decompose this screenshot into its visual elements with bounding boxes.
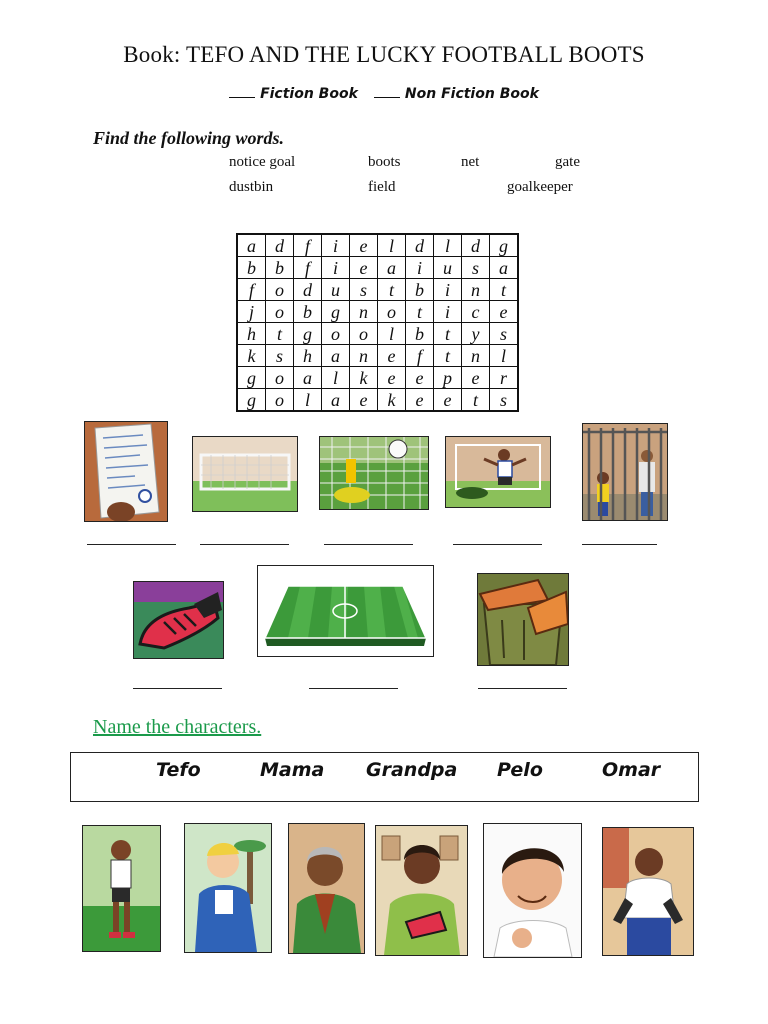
grid-cell[interactable]: s <box>462 257 490 279</box>
grid-cell[interactable]: d <box>462 234 490 257</box>
smiling-boy-icon <box>484 824 581 957</box>
portrait-5[interactable] <box>483 823 582 958</box>
portrait-6[interactable] <box>602 827 694 956</box>
grid-cell[interactable]: y <box>462 323 490 345</box>
character-name-omar: Omar <box>602 759 661 781</box>
word-field: field <box>368 179 396 195</box>
grid-cell[interactable]: f <box>237 279 266 301</box>
grid-cell[interactable]: r <box>490 367 519 389</box>
answer-blank-7[interactable] <box>309 688 398 689</box>
grid-row <box>237 257 518 279</box>
portrait-3[interactable] <box>288 823 365 954</box>
grid-cell[interactable]: o <box>266 367 294 389</box>
picture-notice <box>84 421 168 522</box>
net-icon <box>320 437 428 509</box>
grid-cell[interactable]: g <box>294 323 322 345</box>
grid-row <box>237 389 518 412</box>
word-notice-goal: notice goal <box>229 154 296 170</box>
grandpa-icon <box>289 824 364 953</box>
character-name-grandpa: Grandpa <box>366 759 458 781</box>
grid-cell[interactable]: h <box>294 345 322 367</box>
dustbin-icon <box>478 574 568 665</box>
grid-cell[interactable]: e <box>462 367 490 389</box>
word-boots: boots <box>368 154 401 170</box>
grid-cell[interactable]: o <box>266 279 294 301</box>
grid-cell[interactable]: k <box>378 389 406 412</box>
grid-cell[interactable]: s <box>266 345 294 367</box>
word-search-heading: Find the following words. <box>93 128 285 148</box>
grid-cell[interactable]: n <box>350 345 378 367</box>
non-fiction-option: Non Fiction Book <box>404 86 539 102</box>
answer-blank-3[interactable] <box>324 544 413 545</box>
grid-cell[interactable]: d <box>266 234 294 257</box>
notice-icon <box>85 422 167 521</box>
grid-cell[interactable]: o <box>350 323 378 345</box>
word-goalkeeper: goalkeeper <box>507 179 573 195</box>
grid-cell[interactable]: e <box>378 345 406 367</box>
grid-cell[interactable]: t <box>406 301 434 323</box>
grid-cell[interactable]: b <box>266 257 294 279</box>
grid-cell[interactable]: d <box>406 234 434 257</box>
grid-cell[interactable]: a <box>322 345 350 367</box>
grid-cell[interactable]: l <box>322 367 350 389</box>
grid-cell[interactable]: j <box>237 301 266 323</box>
grid-cell[interactable]: b <box>237 257 266 279</box>
character-names-box <box>70 752 699 802</box>
goalkeeper-icon <box>446 437 550 507</box>
grid-cell[interactable]: e <box>350 234 378 257</box>
portrait-4[interactable] <box>375 825 468 956</box>
grid-cell[interactable]: s <box>350 279 378 301</box>
grid-cell[interactable]: e <box>434 389 462 412</box>
boots-icon <box>134 582 223 658</box>
grid-row <box>237 367 518 389</box>
grid-cell[interactable]: a <box>378 257 406 279</box>
mama-icon <box>376 826 467 955</box>
character-name-pelo: Pelo <box>497 759 543 781</box>
picture-boots <box>133 581 224 659</box>
grid-cell[interactable]: d <box>294 279 322 301</box>
portrait-2[interactable] <box>184 823 272 953</box>
grid-cell[interactable]: k <box>237 345 266 367</box>
answer-blank-1[interactable] <box>87 544 176 545</box>
word-gate: gate <box>555 154 580 170</box>
grid-cell[interactable]: i <box>434 301 462 323</box>
grid-cell[interactable]: u <box>322 279 350 301</box>
worksheet-title: Book: TEFO AND THE LUCKY FOOTBALL BOOTS <box>123 42 645 67</box>
blond-boy-icon <box>185 824 271 952</box>
grid-row <box>237 234 518 257</box>
word-search-grid <box>236 233 519 412</box>
grid-cell[interactable]: o <box>266 389 294 412</box>
portrait-1[interactable] <box>82 825 161 952</box>
picture-dustbin <box>477 573 569 666</box>
grid-cell[interactable]: a <box>322 389 350 412</box>
grid-cell[interactable]: i <box>434 279 462 301</box>
answer-blank-4[interactable] <box>453 544 542 545</box>
grid-cell[interactable]: n <box>462 279 490 301</box>
picture-net <box>319 436 429 510</box>
fiction-blank[interactable] <box>229 97 255 98</box>
grid-cell[interactable]: e <box>406 389 434 412</box>
grid-cell[interactable]: o <box>378 301 406 323</box>
grid-cell[interactable]: e <box>406 367 434 389</box>
grid-cell[interactable]: n <box>350 301 378 323</box>
grid-cell[interactable]: o <box>322 323 350 345</box>
grid-cell[interactable]: k <box>350 367 378 389</box>
grid-cell[interactable]: p <box>434 367 462 389</box>
picture-goalkeeper <box>445 436 551 508</box>
picture-gate <box>582 423 668 521</box>
grid-cell[interactable]: a <box>237 234 266 257</box>
book-type-line <box>0 86 768 102</box>
grid-cell[interactable]: e <box>350 389 378 412</box>
grid-cell[interactable]: h <box>237 323 266 345</box>
grid-cell[interactable]: i <box>322 234 350 257</box>
grid-cell[interactable]: f <box>294 257 322 279</box>
grid-cell[interactable]: t <box>266 323 294 345</box>
grid-cell[interactable]: a <box>294 367 322 389</box>
boy-footballer-icon <box>83 826 160 951</box>
grid-cell[interactable]: g <box>322 301 350 323</box>
character-name-tefo: Tefo <box>156 759 201 781</box>
grid-cell[interactable]: l <box>294 389 322 412</box>
grid-cell[interactable]: l <box>490 345 519 367</box>
grid-cell[interactable]: e <box>378 367 406 389</box>
grid-cell[interactable]: g <box>490 234 519 257</box>
grid-cell[interactable]: u <box>434 257 462 279</box>
grid-cell[interactable]: s <box>490 389 519 412</box>
grid-cell[interactable]: l <box>434 234 462 257</box>
answer-blank-2[interactable] <box>200 544 289 545</box>
grid-cell[interactable]: i <box>322 257 350 279</box>
grid-cell[interactable]: e <box>350 257 378 279</box>
word-net: net <box>461 154 480 170</box>
field-icon <box>258 566 433 656</box>
grid-cell[interactable]: f <box>294 234 322 257</box>
picture-field <box>257 565 434 657</box>
grid-row <box>237 323 518 345</box>
grid-cell[interactable]: e <box>490 301 519 323</box>
picture-goal <box>192 436 298 512</box>
non-fiction-blank[interactable] <box>374 97 400 98</box>
grid-cell[interactable]: g <box>237 367 266 389</box>
answer-blank-5[interactable] <box>582 544 657 545</box>
schoolboy-icon <box>603 828 693 955</box>
grid-row <box>237 279 518 301</box>
grid-cell[interactable]: l <box>378 323 406 345</box>
fiction-option: Fiction Book <box>260 86 358 102</box>
answer-blank-8[interactable] <box>478 688 567 689</box>
character-name-mama: Mama <box>260 759 325 781</box>
grid-row <box>237 301 518 323</box>
grid-cell[interactable]: a <box>490 257 519 279</box>
word-dustbin: dustbin <box>229 179 274 195</box>
gate-icon <box>583 424 667 520</box>
grid-row <box>237 345 518 367</box>
grid-cell[interactable]: t <box>434 345 462 367</box>
grid-cell[interactable]: t <box>434 323 462 345</box>
grid-cell[interactable]: g <box>237 389 266 412</box>
grid-cell[interactable]: t <box>490 279 519 301</box>
goal-icon <box>193 437 297 511</box>
grid-cell[interactable]: c <box>462 301 490 323</box>
grid-cell[interactable]: f <box>406 345 434 367</box>
grid-cell[interactable]: b <box>406 323 434 345</box>
grid-cell[interactable]: t <box>378 279 406 301</box>
answer-blank-6[interactable] <box>133 688 222 689</box>
grid-cell[interactable]: t <box>462 389 490 412</box>
grid-cell[interactable]: i <box>406 257 434 279</box>
characters-heading: Name the characters. <box>93 716 262 738</box>
grid-cell[interactable]: l <box>378 234 406 257</box>
grid-cell[interactable]: b <box>294 301 322 323</box>
grid-cell[interactable]: n <box>462 345 490 367</box>
grid-cell[interactable]: o <box>266 301 294 323</box>
grid-cell[interactable]: s <box>490 323 519 345</box>
grid-cell[interactable]: b <box>406 279 434 301</box>
